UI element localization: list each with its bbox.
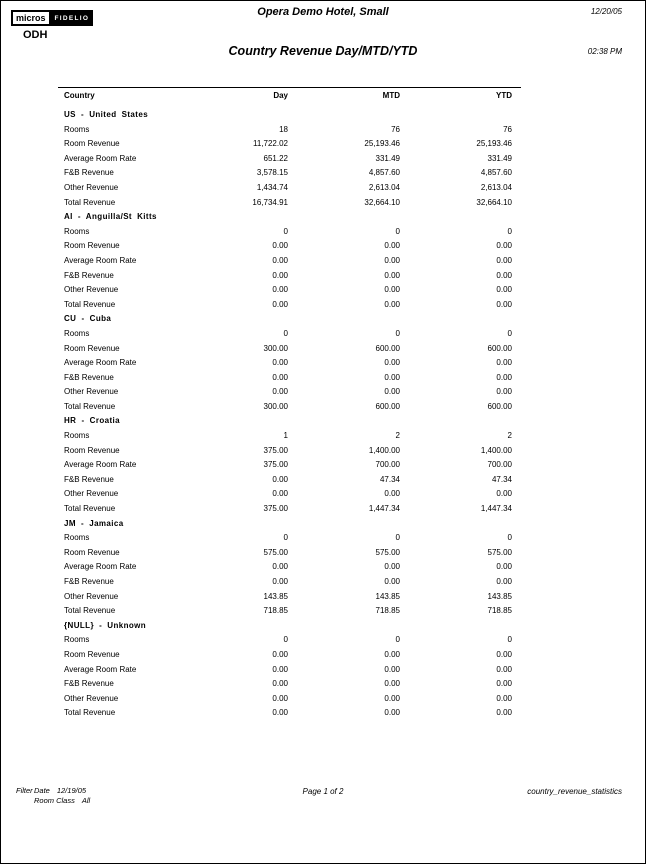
- cell-value: 76: [391, 124, 400, 134]
- cell-value: 375.00: [263, 460, 288, 470]
- cell-value: 300.00: [263, 343, 288, 353]
- row-label: Total Revenue: [64, 504, 116, 514]
- cell-value: 0.00: [272, 270, 288, 280]
- table-row: [58, 298, 521, 313]
- filter-date-label: Date: [34, 786, 50, 795]
- table-row: [58, 254, 521, 269]
- report-id: country_revenue_statistics: [527, 787, 622, 796]
- table-row: [58, 400, 521, 415]
- cell-value: 300.00: [263, 401, 288, 411]
- section-header-row: [58, 517, 521, 532]
- cell-value: 0.00: [496, 649, 512, 659]
- cell-value: 0.00: [496, 664, 512, 674]
- cell-value: 47.34: [491, 474, 512, 484]
- cell-value: 375.00: [263, 504, 288, 514]
- cell-value: 1,434.74: [256, 182, 288, 192]
- cell-value: 1: [283, 431, 288, 441]
- row-label: Rooms: [64, 124, 90, 134]
- cell-value: 32,664.10: [364, 197, 400, 207]
- cell-value: 0.00: [496, 577, 512, 586]
- report-time: 02:38 PM: [587, 47, 622, 56]
- cell-value: 0.00: [384, 708, 400, 718]
- table-row: [58, 342, 521, 357]
- cell-value: 143.85: [263, 591, 288, 601]
- filter-room-class-label: Room Class: [34, 795, 75, 805]
- table-row: [58, 692, 521, 707]
- row-label: F&B Revenue: [64, 168, 114, 178]
- cell-value: 0: [507, 533, 512, 543]
- cell-value: 1,447.34: [368, 504, 400, 514]
- cell-value: 32,664.10: [476, 197, 512, 207]
- row-label: F&B Revenue: [64, 372, 114, 382]
- row-label: F&B Revenue: [64, 474, 114, 484]
- cell-value: 0.00: [384, 577, 400, 586]
- section-header-row: [58, 414, 521, 429]
- cell-value: 0.00: [384, 255, 400, 265]
- cell-value: 1,447.34: [480, 504, 512, 514]
- row-label: Total Revenue: [64, 708, 116, 718]
- table-row: [58, 269, 521, 284]
- table-row: [58, 473, 521, 488]
- cell-value: 0.00: [272, 489, 288, 499]
- cell-value: 0.00: [272, 299, 288, 309]
- cell-value: 0.00: [384, 664, 400, 674]
- table-row: [58, 166, 521, 181]
- cell-value: 0.00: [272, 241, 288, 251]
- filter-date-value: 12/19/05: [56, 786, 87, 795]
- section-header-row: [58, 312, 521, 327]
- table-row: [58, 590, 521, 605]
- section-country-label: {NULL} - Unknown: [64, 620, 147, 630]
- row-label: Room Revenue: [64, 649, 120, 659]
- cell-value: 331.49: [375, 153, 400, 163]
- cell-value: 718.85: [487, 606, 512, 616]
- cell-value: 4,857.60: [368, 168, 400, 178]
- cell-value: 0.00: [496, 489, 512, 499]
- section-header-row: [58, 619, 521, 634]
- cell-value: 0.00: [496, 708, 512, 718]
- table-row: [58, 458, 521, 473]
- table-row: [58, 677, 521, 692]
- cell-value: 3,578.15: [256, 168, 288, 178]
- cell-value: 18: [279, 124, 288, 134]
- table-row: [58, 604, 521, 619]
- table-row: [58, 152, 521, 167]
- row-label: Rooms: [64, 635, 90, 645]
- table-row: [58, 444, 521, 459]
- cell-value: 0: [283, 328, 288, 338]
- table-row: [58, 327, 521, 342]
- row-label: Average Room Rate: [64, 664, 137, 674]
- row-label: Room Revenue: [64, 445, 120, 455]
- cell-value: 0.00: [272, 372, 288, 382]
- cell-value: 0: [395, 226, 400, 236]
- filter-label: Filter: [16, 786, 33, 795]
- cell-value: 0.00: [496, 285, 512, 295]
- table-row: [58, 546, 521, 561]
- row-label: Room Revenue: [64, 343, 120, 353]
- report-title: Country Revenue Day/MTD/YTD: [228, 44, 418, 58]
- cell-value: 0.00: [384, 372, 400, 382]
- cell-value: 25,193.46: [364, 139, 400, 149]
- table-row: [58, 531, 521, 546]
- table-row: [58, 502, 521, 517]
- section-country-label: CU - Cuba: [64, 314, 112, 324]
- cell-value: 2: [507, 431, 512, 441]
- cell-value: 0.00: [384, 562, 400, 572]
- table-row: [58, 663, 521, 678]
- row-label: Total Revenue: [64, 299, 116, 309]
- section-country-label: US - United States: [64, 110, 149, 119]
- cell-value: 718.85: [263, 606, 288, 616]
- page-number: Page 1 of 2: [302, 787, 344, 796]
- cell-value: 0.00: [272, 664, 288, 674]
- row-label: Rooms: [64, 533, 90, 543]
- row-label: Total Revenue: [64, 197, 116, 207]
- cell-value: 0.00: [496, 358, 512, 368]
- cell-value: 0.00: [496, 693, 512, 703]
- cell-value: 0.00: [272, 708, 288, 718]
- row-label: F&B Revenue: [64, 577, 114, 586]
- cell-value: 0.00: [384, 270, 400, 280]
- cell-value: 0.00: [272, 285, 288, 295]
- cell-value: 143.85: [487, 591, 512, 601]
- cell-value: 2: [395, 431, 400, 441]
- cell-value: 0.00: [272, 577, 288, 586]
- row-label: Other Revenue: [64, 182, 119, 192]
- property-code: ODH: [23, 29, 48, 41]
- cell-value: 0: [395, 328, 400, 338]
- cell-value: 1,400.00: [368, 445, 400, 455]
- cell-value: 375.00: [263, 445, 288, 455]
- table-row: [58, 706, 521, 721]
- column-header-country: Country: [58, 88, 178, 107]
- cell-value: 0: [395, 533, 400, 543]
- section-country-label: HR - Croatia: [64, 416, 121, 426]
- column-header-day: Day: [178, 88, 288, 107]
- row-label: Other Revenue: [64, 489, 119, 499]
- section-country-label: AI - Anguilla/St Kitts: [64, 212, 157, 222]
- cell-value: 0: [283, 533, 288, 543]
- cell-value: 0.00: [272, 387, 288, 397]
- row-label: Average Room Rate: [64, 358, 137, 368]
- row-label: Other Revenue: [64, 591, 119, 601]
- section-header-row: [58, 210, 521, 225]
- cell-value: 0.00: [496, 679, 512, 689]
- cell-value: 0.00: [384, 387, 400, 397]
- row-label: Other Revenue: [64, 693, 119, 703]
- cell-value: 0.00: [496, 299, 512, 309]
- cell-value: 575.00: [375, 547, 400, 557]
- table-row: [58, 648, 521, 663]
- cell-value: 0: [283, 226, 288, 236]
- table-row: [58, 356, 521, 371]
- row-label: Rooms: [64, 226, 90, 236]
- cell-value: 76: [503, 124, 512, 134]
- cell-value: 0.00: [272, 358, 288, 368]
- cell-value: 0: [283, 635, 288, 645]
- table-row: [58, 385, 521, 400]
- cell-value: 16,734.91: [252, 197, 288, 207]
- table-row: [58, 137, 521, 152]
- row-label: Average Room Rate: [64, 460, 137, 470]
- row-label: Rooms: [64, 431, 90, 441]
- filter-row-room-class: [34, 796, 90, 806]
- cell-value: 0.00: [384, 358, 400, 368]
- cell-value: 4,857.60: [480, 168, 512, 178]
- cell-value: 11,722.02: [253, 139, 288, 149]
- cell-value: 331.49: [487, 153, 512, 163]
- cell-value: 600.00: [375, 401, 400, 411]
- cell-value: 0.00: [384, 285, 400, 295]
- fidelio-logo-text: FIDELIO: [51, 10, 94, 26]
- section-country-label: JM - Jamaica: [64, 518, 124, 528]
- cell-value: 575.00: [487, 547, 512, 557]
- cell-value: 0.00: [384, 489, 400, 499]
- report-date: 12/20/05: [590, 7, 622, 16]
- table-row: [58, 181, 521, 196]
- table-row: [58, 487, 521, 502]
- row-label: Room Revenue: [64, 139, 120, 149]
- cell-value: 0: [507, 635, 512, 645]
- cell-value: 1,400.00: [480, 445, 512, 455]
- row-label: Average Room Rate: [64, 153, 137, 163]
- cell-value: 0.00: [384, 679, 400, 689]
- cell-value: 0.00: [496, 270, 512, 280]
- cell-value: 0.00: [384, 241, 400, 251]
- row-label: Room Revenue: [64, 547, 120, 557]
- row-label: Average Room Rate: [64, 562, 137, 572]
- revenue-table: [58, 87, 521, 721]
- column-header-ytd: YTD: [400, 88, 521, 107]
- cell-value: 0.00: [384, 649, 400, 659]
- cell-value: 25,193.46: [476, 139, 512, 149]
- cell-value: 0: [507, 226, 512, 236]
- cell-value: 0.00: [496, 387, 512, 397]
- cell-value: 718.85: [375, 606, 400, 616]
- section-header-row: [58, 106, 521, 123]
- filter-room-class-value: All: [81, 795, 91, 805]
- cell-value: 0.00: [272, 474, 288, 484]
- cell-value: 0.00: [496, 255, 512, 265]
- cell-value: 0: [507, 328, 512, 338]
- cell-value: 143.85: [375, 591, 400, 601]
- cell-value: 600.00: [375, 343, 400, 353]
- table-row: [58, 560, 521, 575]
- cell-value: 0.00: [384, 299, 400, 309]
- row-label: Total Revenue: [64, 401, 116, 411]
- table-row: [58, 633, 521, 648]
- cell-value: 2,613.04: [480, 182, 512, 192]
- cell-value: 0: [395, 635, 400, 645]
- cell-value: 0.00: [272, 679, 288, 689]
- revenue-table-body: [58, 106, 521, 721]
- row-label: F&B Revenue: [64, 679, 114, 689]
- row-label: F&B Revenue: [64, 270, 114, 280]
- cell-value: 575.00: [263, 547, 288, 557]
- table-row: [58, 123, 521, 138]
- row-label: Other Revenue: [64, 285, 119, 295]
- cell-value: 0.00: [272, 693, 288, 703]
- hotel-name: Opera Demo Hotel, Small: [257, 6, 389, 18]
- table-row: [58, 371, 521, 386]
- column-header-mtd: MTD: [288, 88, 400, 107]
- table-row: [58, 429, 521, 444]
- cell-value: 700.00: [487, 460, 512, 470]
- row-label: Average Room Rate: [64, 255, 137, 265]
- cell-value: 600.00: [487, 343, 512, 353]
- cell-value: 0.00: [272, 649, 288, 659]
- cell-value: 0.00: [272, 255, 288, 265]
- table-row: [58, 196, 521, 211]
- cell-value: 47.34: [379, 474, 400, 484]
- cell-value: 0.00: [384, 693, 400, 703]
- cell-value: 0.00: [496, 562, 512, 572]
- cell-value: 0.00: [272, 562, 288, 572]
- table-row: [58, 225, 521, 240]
- table-row: [58, 575, 521, 590]
- cell-value: 600.00: [487, 401, 512, 411]
- cell-value: 651.22: [263, 153, 288, 163]
- row-label: Room Revenue: [64, 241, 120, 251]
- row-label: Total Revenue: [64, 606, 116, 616]
- cell-value: 0.00: [496, 372, 512, 382]
- cell-value: 700.00: [375, 460, 400, 470]
- table-row: [58, 239, 521, 254]
- micros-logo-text: micros: [11, 10, 51, 26]
- row-label: Other Revenue: [64, 387, 119, 397]
- table-header-row: [58, 88, 521, 107]
- cell-value: 2,613.04: [368, 182, 400, 192]
- row-label: Rooms: [64, 328, 90, 338]
- cell-value: 0.00: [496, 241, 512, 251]
- table-row: [58, 283, 521, 298]
